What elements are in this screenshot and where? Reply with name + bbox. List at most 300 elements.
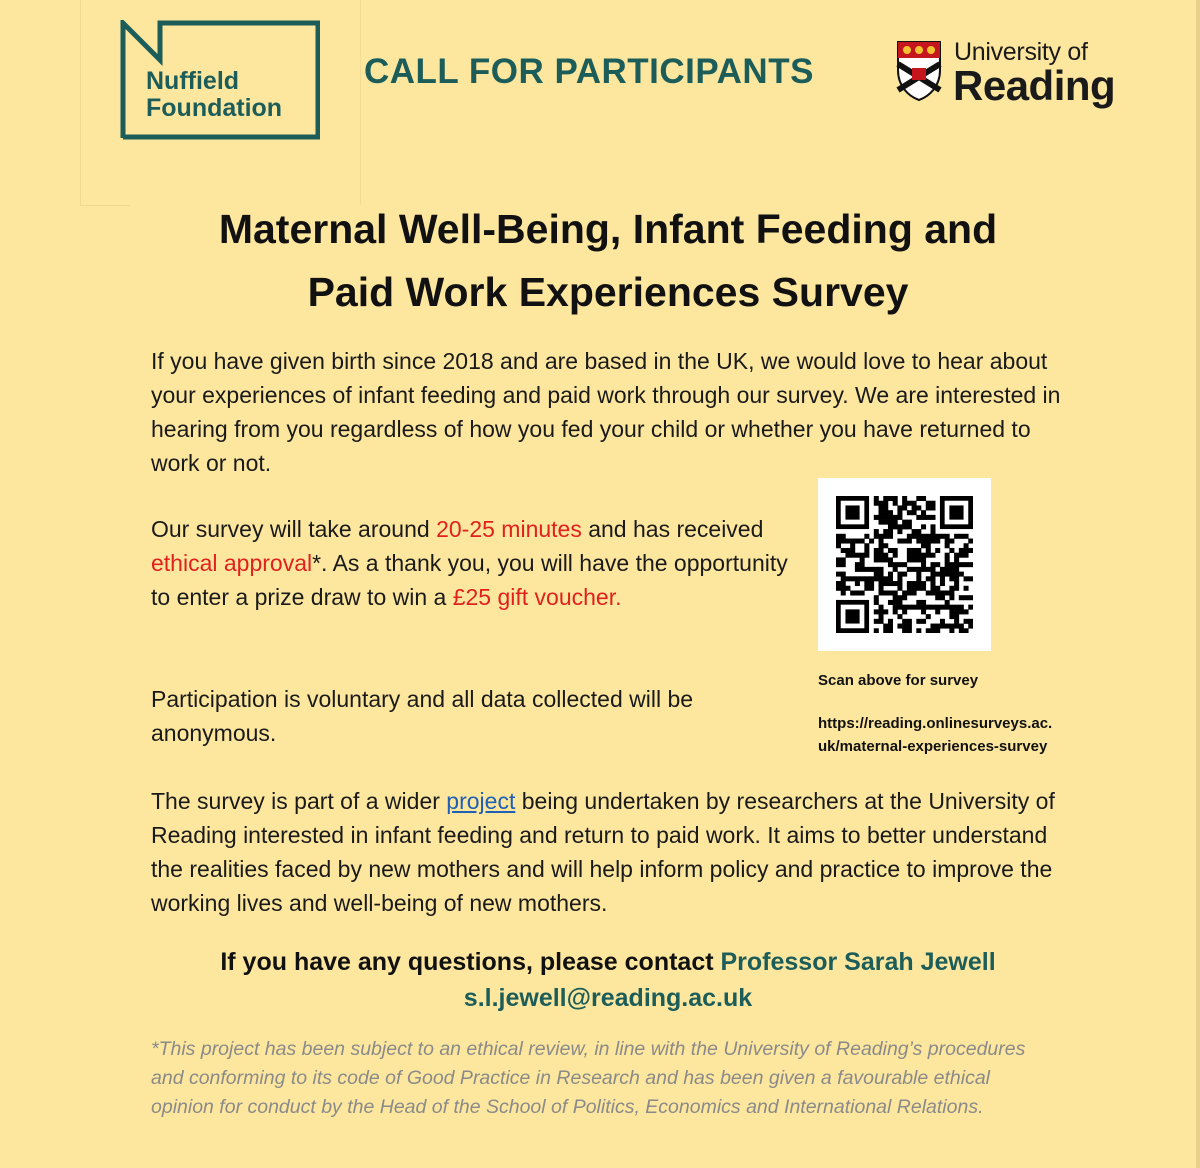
qr-module	[864, 576, 869, 581]
survey-url-line1: https://reading.onlinesurveys.ac.	[818, 715, 1053, 732]
qr-module	[855, 590, 860, 595]
qr-module	[935, 628, 940, 633]
qr-module	[864, 553, 869, 558]
survey-info-text: Our survey will take around	[151, 516, 437, 542]
qr-module	[921, 557, 926, 562]
survey-url[interactable]	[818, 712, 1108, 758]
qr-module	[902, 595, 907, 600]
qr-module	[964, 534, 969, 539]
qr-module	[926, 567, 931, 572]
qr-module	[926, 553, 931, 558]
qr-module	[888, 557, 893, 562]
qr-module	[874, 548, 879, 553]
qr-module	[888, 572, 893, 577]
qr-module	[916, 553, 921, 558]
qr-module	[945, 600, 950, 605]
qr-module	[874, 553, 879, 558]
qr-module	[968, 576, 973, 581]
qr-module	[954, 572, 959, 577]
qr-module	[921, 496, 926, 501]
qr-module	[926, 539, 931, 544]
qr-module	[879, 520, 884, 525]
qr-module	[897, 510, 902, 515]
qr-module	[949, 590, 954, 595]
qr-module	[916, 515, 921, 520]
qr-module	[964, 543, 969, 548]
qr-module	[912, 548, 917, 553]
qr-module	[874, 576, 879, 581]
qr-module	[921, 539, 926, 544]
qr-module	[930, 539, 935, 544]
qr-module	[954, 609, 959, 614]
qr-module	[879, 534, 884, 539]
qr-module	[855, 539, 860, 544]
qr-module	[888, 619, 893, 624]
qr-module	[921, 510, 926, 515]
qr-module	[930, 628, 935, 633]
qr-module	[926, 548, 931, 553]
qr-module	[959, 628, 964, 633]
qr-module	[949, 628, 954, 633]
qr-module	[888, 529, 893, 534]
qr-module	[902, 562, 907, 567]
qr-module	[902, 496, 907, 501]
qr-module	[926, 614, 931, 619]
qr-module	[850, 548, 855, 553]
qr-module	[959, 624, 964, 629]
title-line2: Paid Work Experiences Survey	[307, 269, 909, 315]
qr-module	[930, 605, 935, 610]
qr-module	[897, 576, 902, 581]
qr-module	[954, 576, 959, 581]
qr-module	[836, 581, 841, 586]
qr-module	[855, 576, 860, 581]
qr-module	[860, 567, 865, 572]
qr-module	[893, 595, 898, 600]
qr-module	[940, 605, 945, 610]
qr-module	[893, 590, 898, 595]
qr-module	[879, 609, 884, 614]
qr-module	[907, 581, 912, 586]
qr-module	[935, 562, 940, 567]
qr-module	[954, 614, 959, 619]
qr-module	[879, 501, 884, 506]
qr-module	[893, 520, 898, 525]
qr-module	[954, 581, 959, 586]
qr-module	[926, 628, 931, 633]
duration-highlight: 20-25 minutes	[436, 516, 582, 542]
qr-module	[850, 576, 855, 581]
qr-module	[836, 557, 841, 562]
qr-module	[907, 557, 912, 562]
qr-module	[902, 609, 907, 614]
qr-module	[968, 605, 973, 610]
reading-line2: Reading	[953, 62, 1116, 109]
survey-info-text: *. As a thank you, you will have the opportunity to enter a prize draw to win a	[151, 550, 788, 610]
project-link[interactable]: project	[446, 788, 516, 814]
qr-module	[874, 515, 879, 520]
qr-module	[907, 524, 912, 529]
qr-module	[864, 586, 869, 591]
qr-module	[879, 605, 884, 610]
qr-module	[945, 567, 950, 572]
qr-module	[945, 543, 950, 548]
survey-title	[80, 198, 1136, 324]
qr-module	[959, 609, 964, 614]
qr-module	[841, 534, 846, 539]
qr-module	[874, 534, 879, 539]
qr-module	[916, 505, 921, 510]
qr-module	[883, 628, 888, 633]
qr-module	[883, 609, 888, 614]
qr-module	[949, 586, 954, 591]
qr-module	[864, 534, 869, 539]
qr-module	[912, 590, 917, 595]
qr-module	[897, 605, 902, 610]
qr-module	[879, 576, 884, 581]
qr-module	[841, 581, 846, 586]
qr-module	[893, 496, 898, 501]
qr-module	[864, 543, 869, 548]
qr-module	[902, 501, 907, 506]
qr-module	[954, 605, 959, 610]
qr-module	[968, 548, 973, 553]
qr-module	[836, 586, 841, 591]
qr-module	[926, 543, 931, 548]
reading-line1: University of	[954, 38, 1088, 66]
qr-module	[836, 534, 841, 539]
qr-module	[850, 553, 855, 558]
qr-module	[893, 609, 898, 614]
qr-module	[912, 581, 917, 586]
qr-module	[921, 586, 926, 591]
qr-module	[888, 562, 893, 567]
qr-module	[959, 572, 964, 577]
qr-module	[949, 609, 954, 614]
qr-module	[864, 567, 869, 572]
nuffield-line2: Foundation	[146, 94, 283, 122]
qr-module	[841, 539, 846, 544]
qr-module	[959, 562, 964, 567]
qr-module	[959, 534, 964, 539]
qr-module	[964, 562, 969, 567]
qr-module	[860, 557, 865, 562]
qr-module	[893, 553, 898, 558]
qr-module	[954, 567, 959, 572]
qr-module	[954, 534, 959, 539]
qr-module	[860, 590, 865, 595]
qr-module	[930, 572, 935, 577]
qr-module	[912, 553, 917, 558]
survey-info-text: and has received	[581, 516, 764, 542]
qr-module	[949, 595, 954, 600]
qr-module	[916, 567, 921, 572]
qr-module	[888, 515, 893, 520]
contact-prompt: If you have any questions, please contact	[220, 948, 721, 976]
qr-module	[926, 505, 931, 510]
project-text: The survey is part of a wider	[151, 788, 447, 814]
qr-module	[841, 562, 846, 567]
qr-module	[949, 562, 954, 567]
qr-module	[916, 600, 921, 605]
title-line1: Maternal Well-Being, Infant Feeding and	[218, 206, 998, 252]
qr-module	[930, 590, 935, 595]
qr-code-icon	[836, 496, 973, 633]
qr-module	[930, 576, 935, 581]
qr-module	[902, 524, 907, 529]
qr-module	[926, 590, 931, 595]
ethics-highlight: ethical approval	[151, 550, 313, 576]
qr-module	[836, 543, 841, 548]
qr-module	[883, 501, 888, 506]
qr-module	[850, 590, 855, 595]
qr-module	[879, 505, 884, 510]
qr-module	[954, 586, 959, 591]
qr-module	[940, 534, 945, 539]
qr-module	[935, 605, 940, 610]
qr-module	[888, 534, 893, 539]
qr-module	[949, 548, 954, 553]
qr-module	[874, 496, 879, 501]
qr-module	[888, 590, 893, 595]
qr-module	[869, 576, 874, 581]
qr-module	[907, 534, 912, 539]
qr-module	[930, 515, 935, 520]
qr-module	[912, 510, 917, 515]
qr-module	[902, 628, 907, 633]
qr-module	[921, 609, 926, 614]
qr-module	[869, 586, 874, 591]
qr-module	[879, 515, 884, 520]
qr-module	[945, 539, 950, 544]
qr-module	[855, 562, 860, 567]
qr-module	[940, 590, 945, 595]
qr-module	[869, 567, 874, 572]
reading-shield-icon	[896, 40, 942, 102]
qr-module	[916, 628, 921, 633]
qr-module	[940, 581, 945, 586]
qr-module	[916, 581, 921, 586]
nuffield-foundation-logo	[120, 20, 320, 140]
qr-module	[883, 543, 888, 548]
qr-module	[949, 624, 954, 629]
qr-module	[921, 619, 926, 624]
qr-module	[897, 614, 902, 619]
qr-module	[864, 548, 869, 553]
qr-module	[935, 586, 940, 591]
qr-module	[879, 557, 884, 562]
qr-module	[921, 524, 926, 529]
qr-module	[907, 619, 912, 624]
qr-module	[949, 572, 954, 577]
qr-module	[940, 576, 945, 581]
qr-module	[930, 524, 935, 529]
qr-module	[893, 600, 898, 605]
qr-module	[850, 539, 855, 544]
qr-module	[897, 624, 902, 629]
qr-module	[893, 548, 898, 553]
qr-module	[916, 572, 921, 577]
qr-module	[883, 576, 888, 581]
nuffield-wordmark	[146, 68, 282, 122]
survey-info-paragraph	[151, 512, 801, 614]
intro-paragraph: If you have given birth since 2018 and are based in the UK, we would love to hear about your experiences of infant feeding and paid work through our survey. We are interested in hearing from you regardless of how you fed your child or whether you have returned to work or not.	[151, 348, 1061, 476]
qr-module	[916, 529, 921, 534]
qr-module	[912, 557, 917, 562]
qr-module	[921, 562, 926, 567]
qr-module	[930, 624, 935, 629]
qr-module	[879, 543, 884, 548]
qr-module	[921, 605, 926, 610]
qr-module	[940, 619, 945, 624]
qr-module	[879, 619, 884, 624]
qr-module	[888, 628, 893, 633]
qr-module	[883, 557, 888, 562]
qr-module	[935, 624, 940, 629]
qr-module	[902, 605, 907, 610]
qr-module	[874, 595, 879, 600]
qr-module	[883, 510, 888, 515]
qr-module	[921, 515, 926, 520]
qr-module	[968, 562, 973, 567]
qr-module	[921, 543, 926, 548]
qr-module	[916, 605, 921, 610]
qr-module	[874, 501, 879, 506]
qr-module	[912, 505, 917, 510]
qr-module	[883, 534, 888, 539]
qr-module	[916, 539, 921, 544]
qr-module	[916, 534, 921, 539]
qr-module	[935, 539, 940, 544]
qr-module	[926, 534, 931, 539]
qr-module	[874, 567, 879, 572]
qr-module	[964, 553, 969, 558]
qr-module	[902, 539, 907, 544]
qr-module	[907, 520, 912, 525]
qr-module	[968, 619, 973, 624]
qr-module	[893, 501, 898, 506]
qr-module	[883, 515, 888, 520]
qr-module	[855, 581, 860, 586]
qr-module	[940, 624, 945, 629]
qr-module	[888, 524, 893, 529]
qr-module	[845, 539, 850, 544]
qr-module	[897, 562, 902, 567]
qr-module	[879, 614, 884, 619]
project-text: being undertaken by researchers at the University of Reading interested in infant feeding and return to paid work. It aims to better understand the realities faced by new mothers and will help inform policy and practice to improve the working lives and well-being of new mothers.	[151, 788, 1055, 916]
qr-module	[841, 576, 846, 581]
qr-module	[916, 586, 921, 591]
qr-module	[959, 548, 964, 553]
qr-module	[935, 548, 940, 553]
qr-module	[912, 529, 917, 534]
contact-email[interactable]: s.l.jewell@reading.ac.uk	[463, 984, 753, 1012]
survey-url-line2: uk/maternal-experiences-survey	[818, 738, 1048, 755]
qr-module	[912, 586, 917, 591]
qr-module	[860, 562, 865, 567]
qr-module	[964, 586, 969, 591]
qr-module	[907, 510, 912, 515]
qr-module	[888, 600, 893, 605]
qr-module	[921, 553, 926, 558]
qr-module	[912, 605, 917, 610]
qr-module	[945, 553, 950, 558]
qr-module	[902, 572, 907, 577]
qr-finder	[845, 505, 859, 519]
qr-module	[902, 505, 907, 510]
qr-module	[930, 501, 935, 506]
guide-line	[80, 0, 81, 205]
qr-module	[926, 515, 931, 520]
qr-module	[893, 515, 898, 520]
qr-module	[902, 590, 907, 595]
survey-qr-code[interactable]	[818, 478, 991, 651]
qr-module	[935, 595, 940, 600]
qr-module	[964, 548, 969, 553]
qr-module	[841, 572, 846, 577]
qr-module	[883, 624, 888, 629]
qr-module	[954, 562, 959, 567]
qr-module	[883, 505, 888, 510]
scan-caption: Scan above for survey	[818, 672, 979, 689]
qr-module	[926, 501, 931, 506]
qr-module	[921, 581, 926, 586]
qr-module	[850, 543, 855, 548]
qr-module	[836, 572, 841, 577]
university-of-reading-logo	[896, 38, 1116, 109]
qr-module	[893, 524, 898, 529]
qr-module	[879, 572, 884, 577]
qr-module	[935, 609, 940, 614]
project-paragraph	[151, 784, 1081, 920]
qr-module	[954, 557, 959, 562]
qr-module	[879, 581, 884, 586]
qr-module	[869, 539, 874, 544]
qr-module	[897, 600, 902, 605]
qr-module	[902, 624, 907, 629]
qr-module	[935, 534, 940, 539]
qr-module	[949, 614, 954, 619]
qr-module	[949, 576, 954, 581]
qr-module	[860, 576, 865, 581]
qr-module	[860, 553, 865, 558]
qr-module	[888, 576, 893, 581]
qr-module	[907, 548, 912, 553]
qr-module	[930, 534, 935, 539]
qr-module	[907, 586, 912, 591]
qr-module	[879, 539, 884, 544]
qr-module	[964, 628, 969, 633]
qr-module	[912, 567, 917, 572]
qr-module	[883, 496, 888, 501]
qr-module	[930, 553, 935, 558]
qr-module	[912, 534, 917, 539]
qr-module	[930, 562, 935, 567]
qr-module	[893, 567, 898, 572]
qr-module	[945, 562, 950, 567]
qr-module	[874, 628, 879, 633]
qr-module	[964, 576, 969, 581]
qr-module	[916, 496, 921, 501]
qr-module	[888, 581, 893, 586]
qr-module	[874, 619, 879, 624]
qr-module	[959, 553, 964, 558]
qr-module	[888, 496, 893, 501]
qr-module	[921, 534, 926, 539]
qr-module	[907, 624, 912, 629]
qr-module	[883, 590, 888, 595]
qr-module	[897, 529, 902, 534]
